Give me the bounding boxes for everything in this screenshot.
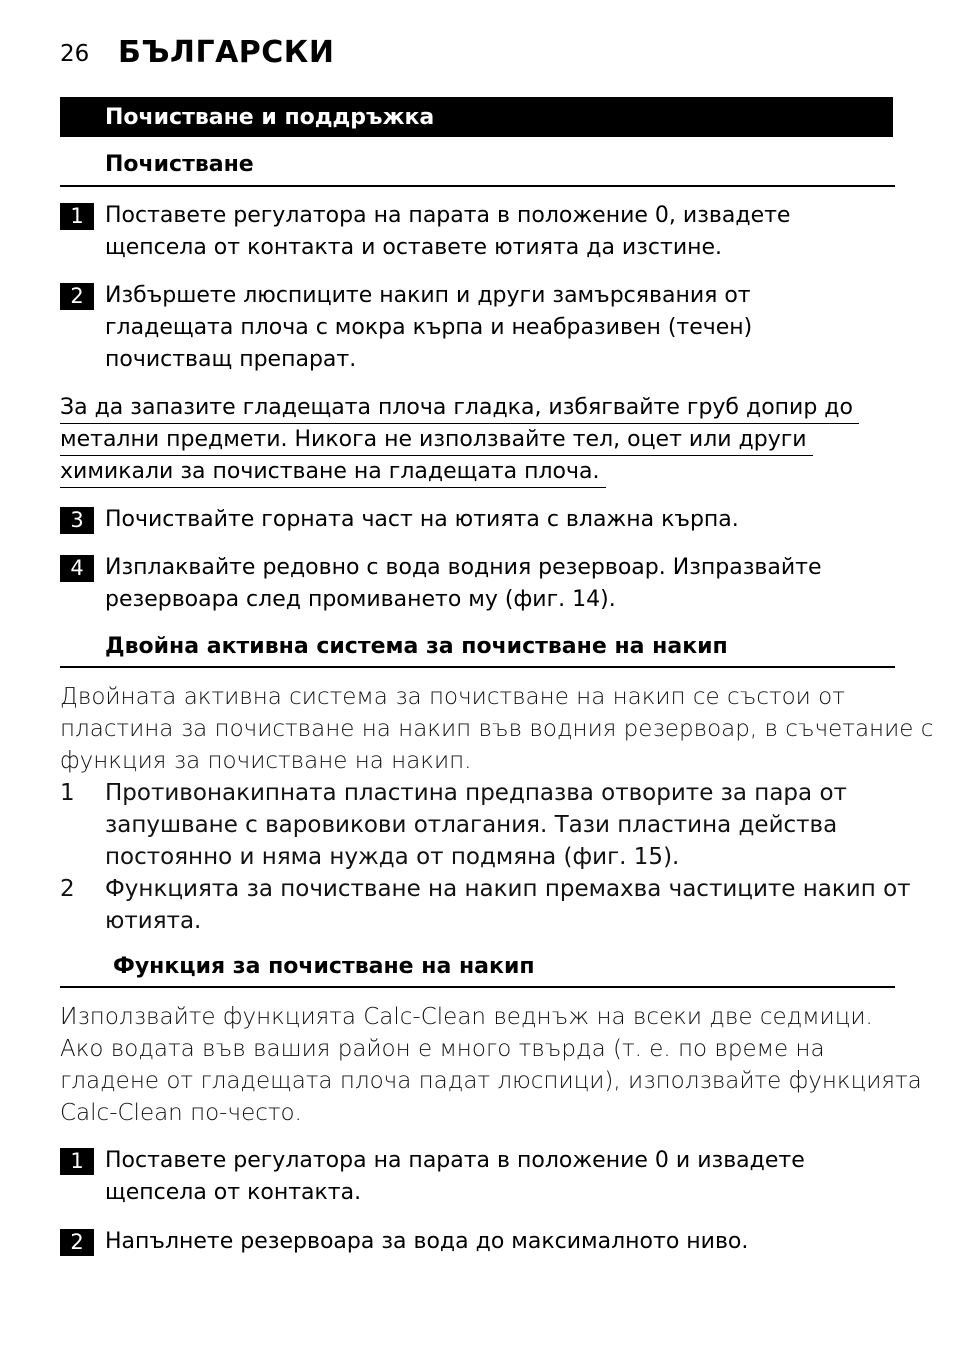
body-text-line: пластина за почистване на накип във водния резервоар, в съчетание с — [60, 716, 934, 742]
body-text-line: Ако водата във вашия район е много твърда (т. е. по време на — [60, 1036, 825, 1062]
language-title: БЪЛГАРСКИ — [118, 35, 335, 70]
body-text-line: Двойната активна система за почистване на накип се състои от — [60, 684, 845, 710]
calc-clean-heading — [60, 954, 895, 988]
step-line: гладещата плоча с мокра кърпа и неабразивен (течен) — [105, 315, 753, 340]
list-number: 1 — [60, 780, 75, 806]
step-number: 4 — [60, 555, 94, 582]
step-line: Поставете регулатора на парата в положение 0 и извадете — [105, 1148, 805, 1173]
step-line: почистващ препарат. — [105, 347, 357, 372]
cleaning-heading — [60, 152, 895, 187]
step-number: 2 — [60, 283, 94, 310]
list-item-line: запушване с варовикови отлагания. Тази пластина действа — [105, 812, 838, 838]
step-text — [105, 1145, 895, 1209]
step-text — [105, 200, 895, 264]
body-text-line: Calc-Clean по-често. — [60, 1100, 302, 1126]
double-active-heading — [60, 634, 895, 668]
section-title: Почистване и поддръжка — [105, 105, 435, 130]
step-text — [105, 552, 895, 616]
list-item-line: ютията. — [105, 908, 202, 934]
step-line: резервоара след промиването му (фиг. 14). — [105, 587, 616, 612]
step-text — [105, 1226, 895, 1258]
warning-line: метални предмети. Никога не използвайте тел, оцет или други — [60, 425, 813, 456]
warning-line: химикали за почистване на гладещата плоча. — [60, 457, 606, 488]
cleaning-heading-text: Почистване — [105, 152, 254, 177]
body-text-line: гладене от гладещата плоча падат люспици), използвайте функцията — [60, 1068, 922, 1094]
step-line: щепсела от контакта и оставете ютията да изстине. — [105, 235, 723, 260]
section-title-bar — [60, 97, 893, 137]
warning-line: За да запазите гладещата плоча гладка, избягвайте груб допир до — [60, 393, 859, 424]
list-number: 2 — [60, 876, 75, 902]
calc-clean-heading-text: Функция за почистване на накип — [113, 954, 535, 979]
step-line: Изплаквайте редовно с вода водния резервоар. Изпразвайте — [105, 555, 822, 580]
list-item-line: Противонакипната пластина предпазва отворите за пара от — [105, 780, 847, 806]
step-number: 2 — [60, 1229, 94, 1256]
double-active-heading-text: Двойна активна система за почистване на накип — [105, 634, 728, 659]
body-text-line: функция за почистване на накип. — [60, 748, 472, 774]
step-text — [105, 504, 895, 536]
list-item-line: Функцията за почистване на накип премахва частиците накип от — [105, 876, 911, 902]
step-line: Почиствайте горната част на ютията с влажна кърпа. — [105, 507, 739, 532]
step-line: Избършете люспиците накип и други замърсявания от — [105, 283, 751, 308]
step-text — [105, 280, 895, 376]
step-line: Напълнете резервоара за вода до максималното ниво. — [105, 1229, 749, 1254]
page-number: 26 — [60, 41, 90, 67]
step-number: 1 — [60, 1148, 94, 1175]
step-number: 3 — [60, 507, 94, 534]
step-number: 1 — [60, 203, 94, 230]
step-line: щепсела от контакта. — [105, 1180, 362, 1205]
list-item-line: постоянно и няма нужда от подмяна (фиг. 15). — [105, 844, 680, 870]
step-line: Поставете регулатора на парата в положение 0, извадете — [105, 203, 791, 228]
body-text-line: Използвайте функцията Calc-Clean веднъж на всеки две седмици. — [60, 1004, 873, 1030]
